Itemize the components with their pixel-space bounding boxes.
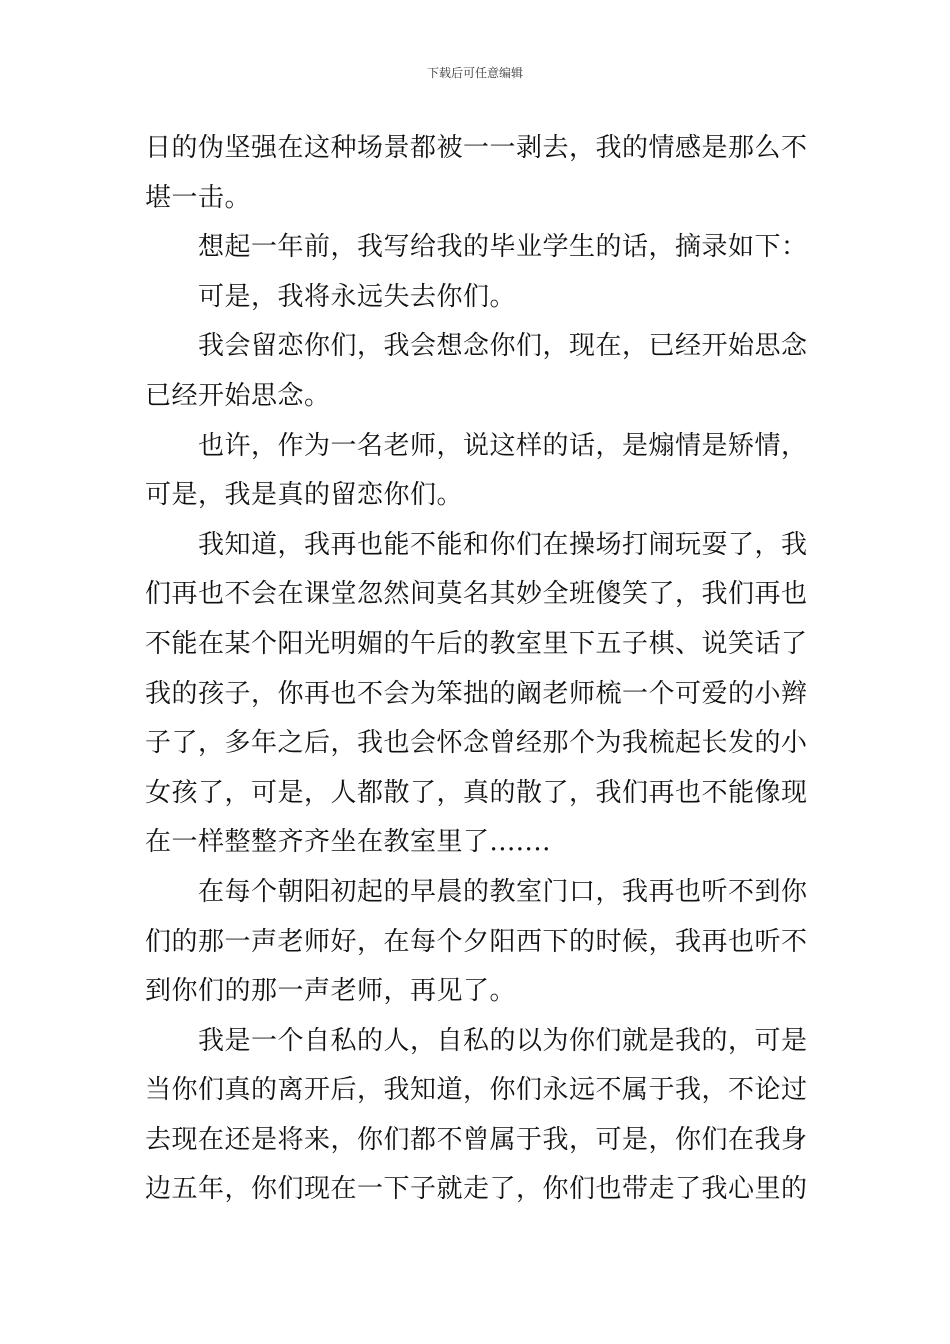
text-line: 在一样整整齐齐坐在教室里了....... (145, 827, 551, 858)
text-line: 我知道，我再也能不能和你们在操场打闹玩耍了，我 (198, 529, 808, 560)
text-line: 我的孩子，你再也不会为笨拙的阚老师梳一个可爱的小辫 (145, 678, 808, 709)
text-line: 我是一个自私的人，自私的以为你们就是我的，可是 (198, 1025, 808, 1056)
text-line: 不能在某个阳光明媚的午后的教室里下五子棋、说笑话了 (145, 628, 808, 659)
text-line: 想起一年前，我写给我的毕业学生的话，摘录如下： (198, 232, 808, 263)
page-header: 下载后可任意编辑 (426, 66, 523, 80)
text-line: 我会留恋你们，我会想念你们，现在，已经开始思念 (198, 331, 808, 362)
text-line: 边五年，你们现在一下子就走了，你们也带走了我心里的 (145, 1174, 808, 1205)
text-line: 堪一击。 (145, 182, 252, 213)
text-line: 已经开始思念。 (145, 380, 331, 411)
text-line: 在每个朝阳初起的早晨的教室门口，我再也听不到你 (198, 876, 808, 907)
text-line: 也许，作为一名老师，说这样的话，是煽情是矫情， (198, 430, 808, 461)
document-body (145, 124, 810, 1215)
text-line: 当你们真的离开后，我知道，你们永远不属于我，不论过 (145, 1075, 808, 1106)
text-line: 可是，我将永远失去你们。 (198, 281, 517, 312)
text-line: 们再也不会在课堂忽然间莫名其妙全班傻笑了，我们再也 (145, 579, 808, 610)
text-line: 到你们的那一声老师，再见了。 (145, 976, 517, 1007)
text-line: 女孩了，可是，人都散了，真的散了，我们再也不能像现 (145, 777, 808, 808)
text-line: 日的伪坚强在这种场景都被一一剥去，我的情感是那么不 (145, 133, 808, 163)
text-line: 可是，我是真的留恋你们。 (145, 480, 464, 511)
text-line: 子了，多年之后，我也会怀念曾经那个为我梳起长发的小 (145, 728, 808, 759)
text-line: 去现在还是将来，你们都不曾属于我，可是，你们在我身 (145, 1124, 808, 1155)
text-line: 们的那一声老师好，在每个夕阳西下的时候，我再也听不 (145, 926, 808, 957)
